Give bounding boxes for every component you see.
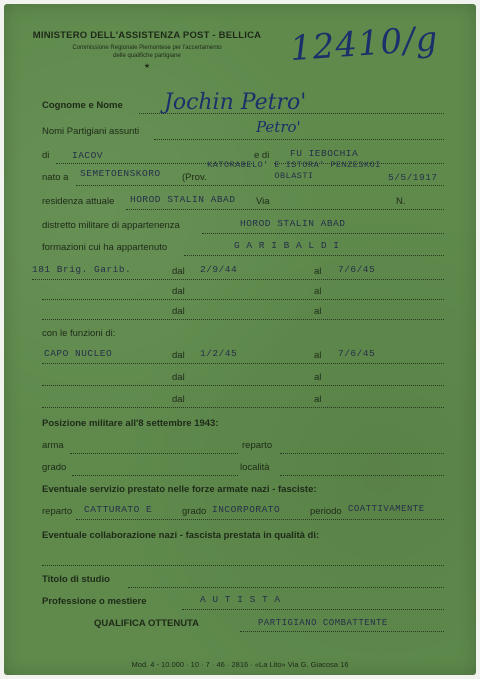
- label-al: al: [314, 286, 322, 297]
- label-dal: dal: [172, 306, 185, 317]
- dotted-line: [42, 298, 444, 300]
- label-grado-servizio: grado: [182, 506, 207, 517]
- label-residenza: residenza attuale: [42, 196, 115, 207]
- label-e-di: e di: [254, 150, 270, 161]
- label-funzioni: con le funzioni di:: [42, 328, 116, 339]
- dotted-line: [70, 452, 238, 454]
- value-servizio-reparto: CATTURATO E: [84, 504, 153, 515]
- dotted-line: [42, 318, 444, 320]
- dotted-line: [240, 630, 444, 632]
- label-al: al: [314, 372, 322, 383]
- dotted-line: [72, 474, 238, 476]
- value-cognome-nome: Jochin Petro': [164, 90, 307, 115]
- label-al: al: [314, 394, 322, 405]
- dotted-line: [280, 474, 444, 476]
- value-funzione: CAPO NUCLEO: [44, 348, 113, 359]
- label-localita: località: [240, 462, 270, 473]
- commission-line-1: Commissione Regionale Piemontese per l'accertamento: [72, 45, 222, 51]
- value-funzione-dal: 1/2/45: [200, 348, 238, 359]
- label-n: N.: [396, 196, 406, 207]
- label-arma: arma: [42, 440, 64, 451]
- serial-number: 12410/g: [288, 18, 440, 70]
- label-nato-a: nato a: [42, 172, 69, 183]
- label-dal: dal: [172, 350, 185, 361]
- label-formazioni: formazioni cui ha appartenuto: [42, 242, 168, 253]
- value-funzione-al: 7/6/45: [338, 348, 376, 359]
- value-nome-partigiano: Petro': [256, 118, 301, 136]
- dotted-line: [184, 254, 444, 256]
- label-dal: dal: [172, 372, 185, 383]
- dotted-line: [42, 564, 444, 566]
- label-dal: dal: [172, 394, 185, 405]
- value-formazione: G A R I B A L D I: [234, 240, 340, 251]
- print-footer: Mod. 4 - 10.000 · 10 · 7 · 46 · 2816 · «La Lito» Via G. Giacosa 16: [131, 660, 349, 669]
- star-icon: ★: [143, 63, 151, 70]
- label-al: al: [314, 266, 322, 277]
- ministry-title: MINISTERO DELL'ASSISTENZA POST - BELLICA: [32, 30, 262, 41]
- value-professione: A U T I S T A: [200, 594, 281, 605]
- dotted-line: [76, 184, 444, 186]
- value-nato-luogo: SEMETOENSKORO: [80, 168, 161, 179]
- value-formazione-al: 7/6/45: [338, 264, 376, 275]
- value-prov: KATORABELO' E ISTORA' PENZESKOI OBLASTI: [207, 160, 381, 181]
- label-nomi-partigiani: Nomi Partigiani assunti: [42, 126, 140, 137]
- value-qualifica: PARTIGIANO COMBATTENTE: [258, 618, 388, 628]
- value-distretto: HOROD STALIN ABAD: [240, 218, 346, 229]
- value-residenza: HOROD STALIN ABAD: [130, 194, 236, 205]
- dotted-line: [128, 586, 444, 588]
- label-professione: Professione o mestiere: [42, 596, 147, 607]
- label-via: Via: [256, 196, 270, 207]
- label-dal: dal: [172, 286, 185, 297]
- partisan-record-card: [4, 4, 476, 675]
- label-grado: grado: [42, 462, 67, 473]
- label-qualifica: QUALIFICA OTTENUTA: [94, 618, 200, 629]
- value-formazione-dal: 2/9/44: [200, 264, 238, 275]
- label-reparto-servizio: reparto: [42, 506, 73, 517]
- label-reparto: reparto: [242, 440, 273, 451]
- dotted-line: [280, 452, 444, 454]
- label-posizione-militare: Posizione militare all'8 settembre 1943:: [42, 418, 219, 429]
- value-nato-data: 5/5/1917: [388, 172, 438, 183]
- label-di: di: [42, 150, 50, 161]
- dotted-line: [32, 278, 444, 280]
- label-al: al: [314, 350, 322, 361]
- label-collaborazione: Eventuale collaborazione nazi - fascista prestata in qualità di:: [42, 530, 320, 541]
- value-padre: IACOV: [72, 150, 104, 161]
- label-periodo: periodo: [310, 506, 342, 517]
- value-servizio-periodo: COATTIVAMENTE: [348, 504, 425, 514]
- dotted-line: [42, 406, 444, 408]
- value-madre: FU IEBOCHIA: [290, 148, 359, 159]
- label-distretto: distretto militare di appartenenza: [42, 220, 180, 231]
- label-al: al: [314, 306, 322, 317]
- label-cognome-nome: Cognome e Nome: [42, 100, 123, 111]
- card-header: [32, 30, 262, 70]
- label-prov: (Prov.: [182, 172, 207, 183]
- label-titolo-studio: Titolo di studio: [42, 574, 110, 585]
- value-brigata: 181 Brig. Garib.: [32, 264, 132, 275]
- commission-line-2: delle qualifiche partigiane: [113, 53, 181, 59]
- dotted-line: [202, 232, 444, 234]
- dotted-line: [154, 138, 444, 140]
- dotted-line: [182, 608, 444, 610]
- value-servizio-grado: INCORPORATO: [212, 504, 281, 515]
- dotted-line: [42, 384, 444, 386]
- dotted-line: [42, 362, 444, 364]
- dotted-line: [76, 518, 444, 520]
- label-servizio: Eventuale servizio prestato nelle forze armate nazi - fasciste:: [42, 484, 317, 495]
- label-dal: dal: [172, 266, 185, 277]
